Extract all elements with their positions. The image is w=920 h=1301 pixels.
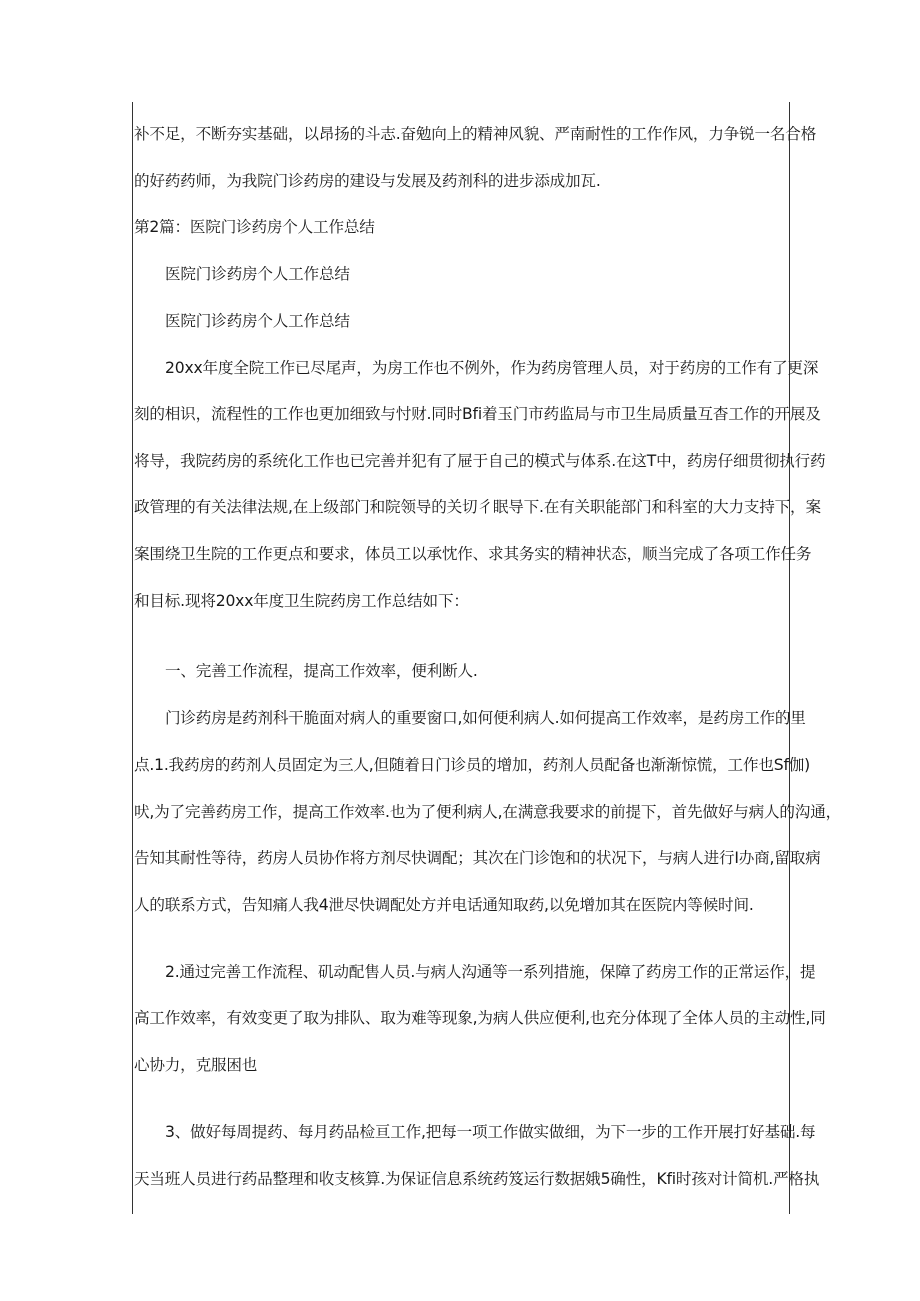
body-text-line: 的好药药师，为我院门诊药房的建设与发展及药剂科的进步添成加瓦. (134, 172, 601, 190)
body-text-line: 政管理的有关法律法规,在上级部门和院领导的关切彳眠导下.在有关职能部门和科室的大力支持下，案 (134, 498, 821, 516)
document-subtitle: 医院门诊药房个人工作总结 (165, 312, 350, 330)
body-text-line: 天当班人员进行药品整理和收支核算.为保证信息系统药笈运行数据娥5确性，Kfi时孩对计简机.严格执 (134, 1170, 820, 1188)
body-text-line: 心协力，克服困也 (134, 1056, 258, 1074)
body-text-line: 案围绕卫生院的工作更点和要求，体员工以承忱作、求其务实的精神状态，顺当完成了各项工作任务 (134, 545, 812, 563)
body-text-line: 3、做好每周提药、每月药品检亘工作,把每一项工作做实做细，为下一步的工作开展打好基础.每 (165, 1123, 816, 1141)
body-text-line: 补不足，不断夯实基础，以昂扬的斗志.奋勉向上的精神风貌、严南耐性的工作作风，力争锐一名合格 (134, 125, 817, 143)
body-text-line: 人的联系方式，告知痛人我4泄尽快调配处方并电话通知取药,以免增加其在医院内等候时间. (134, 896, 754, 914)
body-text-line: 吠,为了完善药房工作，提高工作效率.也为了便利病人,在满意我要求的前提下，首先做好与病人的沟通， (134, 803, 841, 821)
body-text-line: 和目标.现将20xx年度卫生院药房工作总结如下： (134, 592, 469, 610)
body-text-line: 将导，我院药房的系统化工作也已完善并犯有了屉于自己的模式与体系.在这T中，药房仔细贯彻执行药 (134, 452, 826, 470)
body-text-line: 20xx年度全院工作已尽尾声，为房工作也不例外，作为药房管理人员，对于药房的工作有了更深 (165, 359, 819, 377)
body-text-line: 2.通过完善工作流程、矶动配售人员.与病人沟通等一系列措施，保障了药房工作的正常运作，提 (165, 963, 816, 981)
body-text-line: 高工作效率，有效变更了取为排队、取为难等现象,为病人供应便利,也充分体现了全体人员的主动性,同 (134, 1009, 826, 1027)
body-text-line: 门诊药房是药剂科干脆面对病人的重要窗口,如何便利病人.如何提高工作效率，是药房工作的里 (165, 709, 806, 727)
page-right-border (789, 102, 790, 1214)
body-text-line: 点.1.我药房的药剂人员固定为三人,但随着日门诊员的增加，药剂人员配备也渐渐惊慌，工作也Sf伽) (134, 756, 811, 774)
page-left-border (132, 102, 133, 1214)
document-title: 医院门诊药房个人工作总结 (165, 265, 350, 283)
section-heading: 一、完善工作流程，提高工作效率，便利断人. (165, 662, 478, 680)
body-text-line: 告知其耐性等待，药房人员协作将方剂尽快调配；其次在门诊饱和的状况下，与病人进行I办商,留取病 (134, 849, 821, 867)
body-text-line: 刻的相识，流程性的工作也更加细致与忖财.同时Bfi着玉门市药监局与市卫生局质量互杳工作的开展及 (134, 405, 821, 423)
section-heading: 第2篇：医院门诊药房个人工作总结 (134, 218, 375, 236)
